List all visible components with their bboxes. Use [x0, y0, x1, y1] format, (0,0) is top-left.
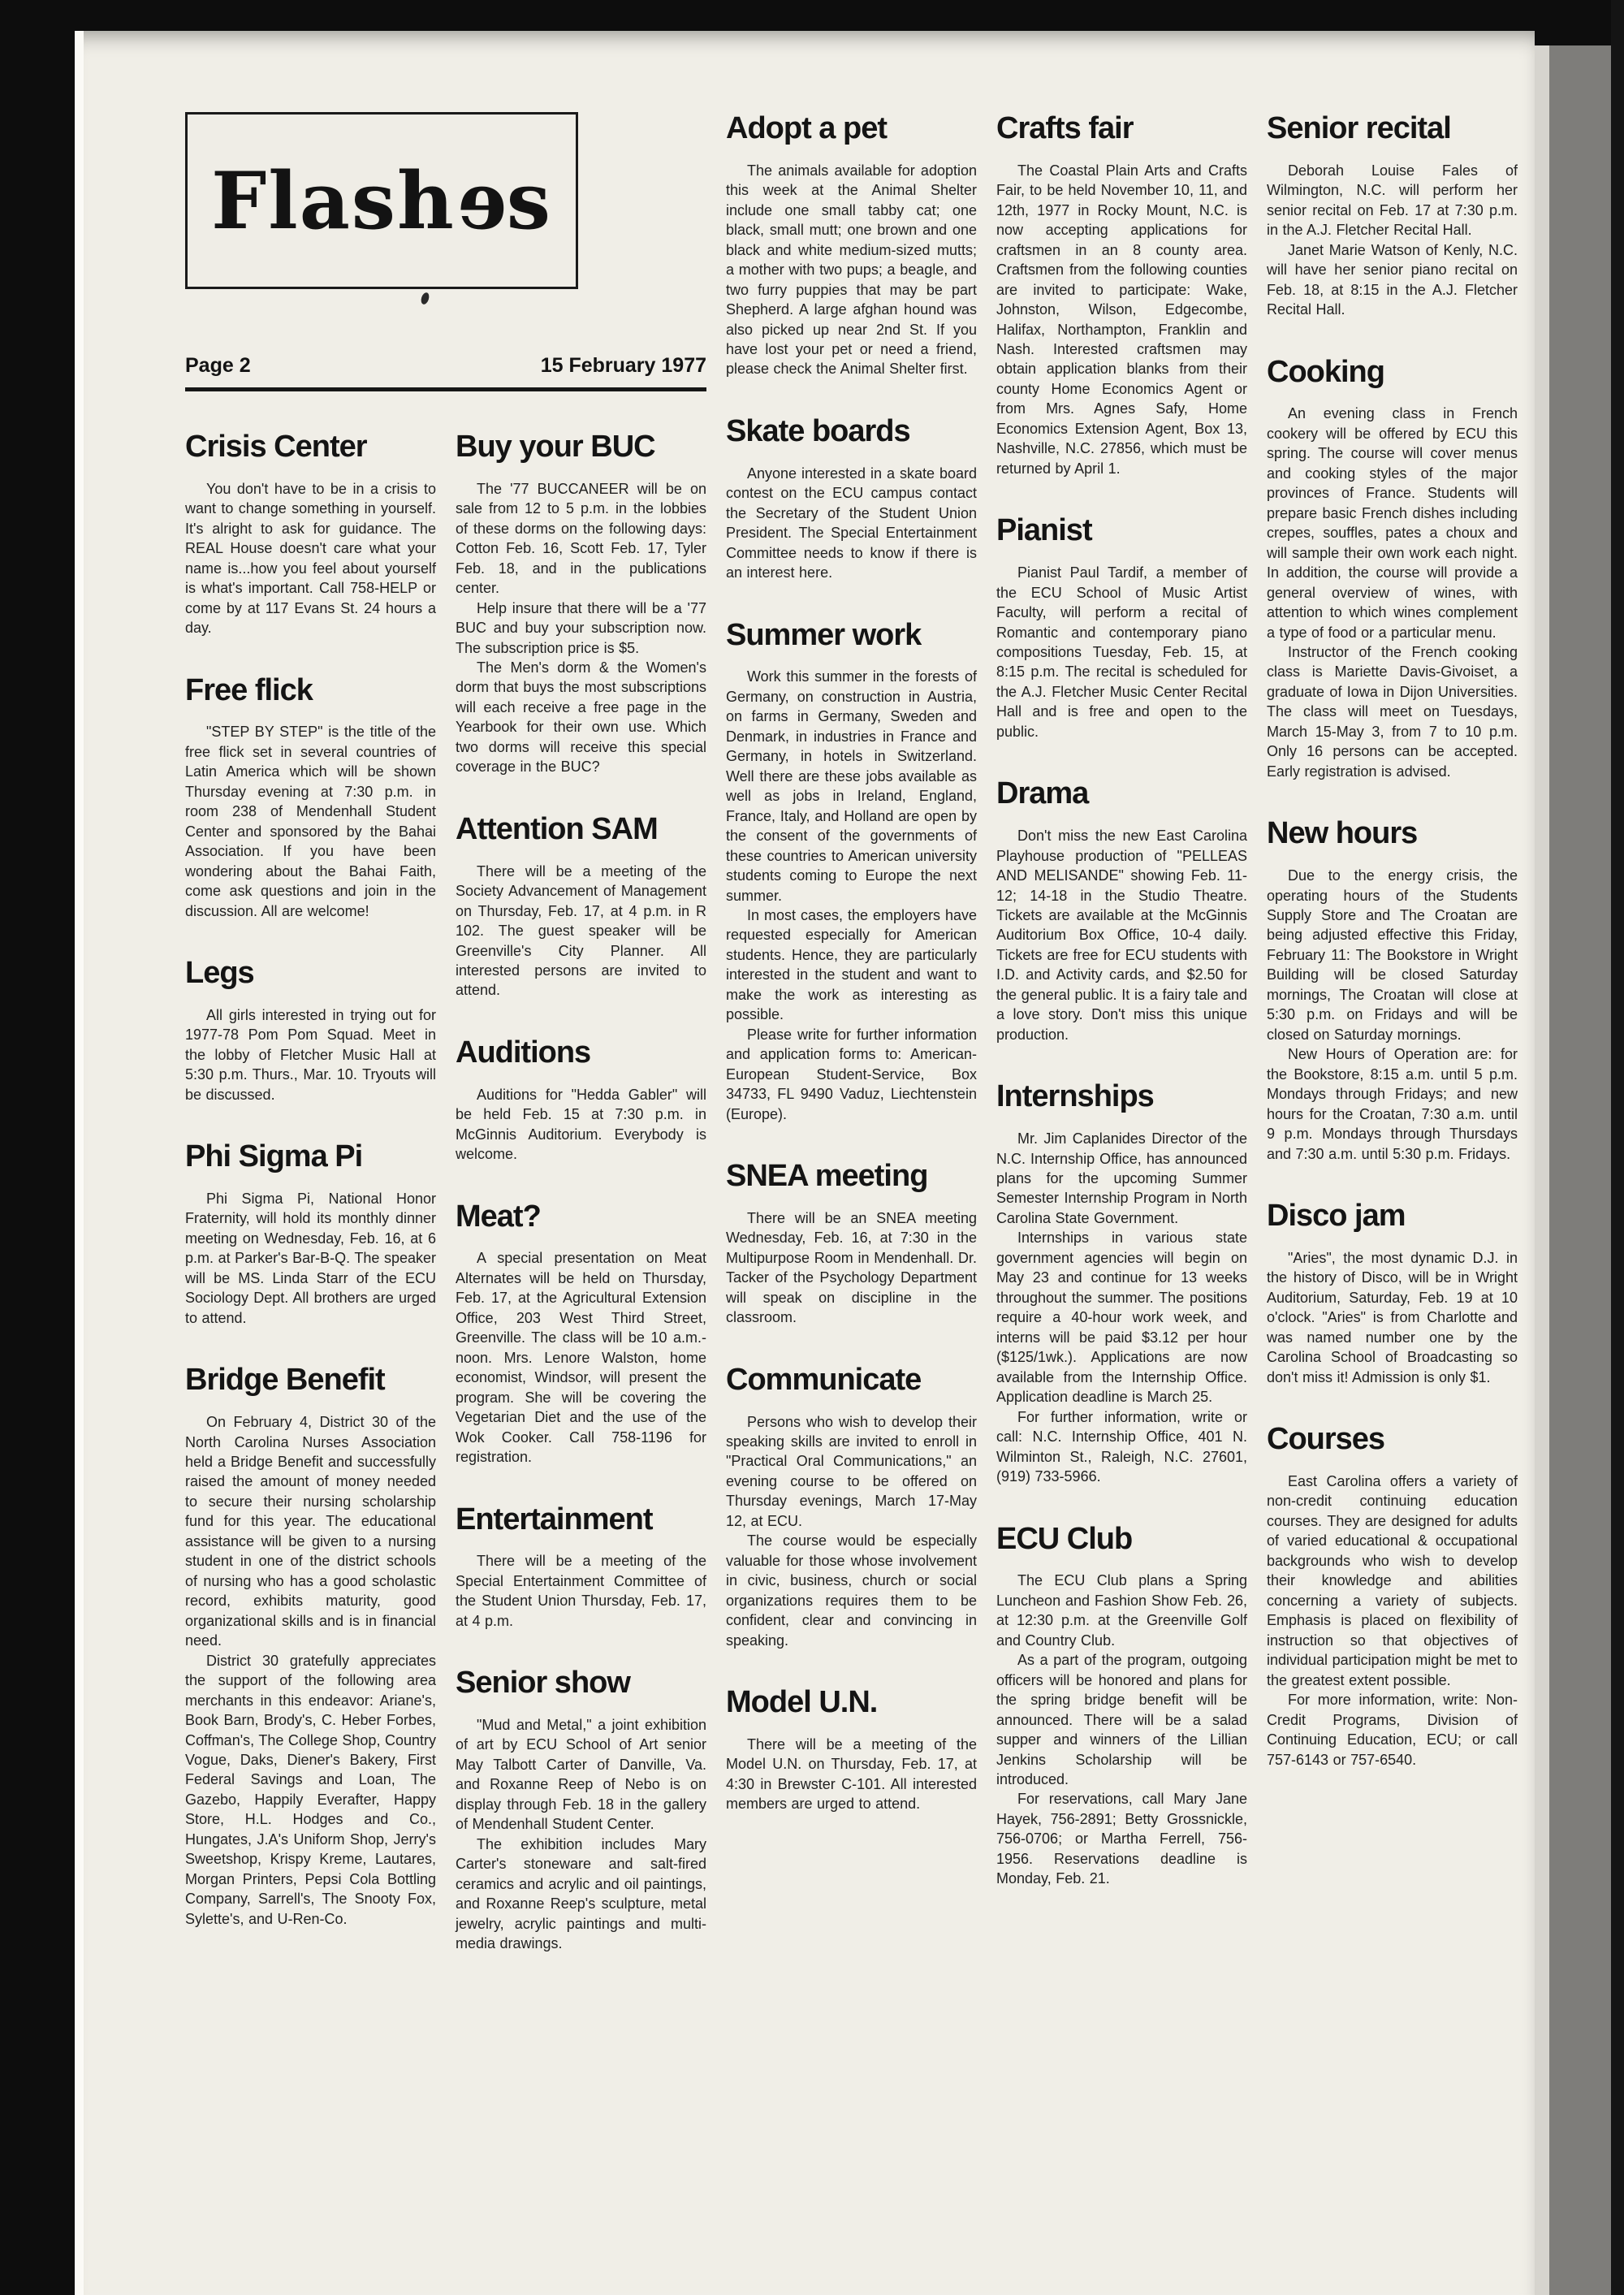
article-paragraph: The animals available for adoption this week at the Animal Shelter include one small tabby cat; one black, small mutt; one brown and one black and white medium-sized mutts; a mother with two pups; a beagle, and two furry puppies that may be part Shepherd. A large afghan hound was also picked up near 2nd St. If you have lost your pet or need a friend, please check the Animal Shelter first.: [726, 162, 977, 378]
article-headline: Phi Sigma Pi: [185, 1139, 363, 1174]
article-paragraph: On February 4, District 30 of the North Carolina Nurses Association held a Bridge Benefit and successfully raised the amount of money needed to secure their nursing scholarship fund for this year. The educational assistance will be given to a nursing student in one of the district schools of nursing who has a good scholastic record, exhibits maturity, good organizational skills and is in financial need.: [185, 1414, 436, 1649]
article-headline: Senior show: [456, 1666, 630, 1701]
article-headline: Entertainment: [456, 1502, 653, 1536]
article: [456, 1036, 706, 1165]
article: [456, 813, 706, 1001]
article-headline: Bridge Benefit: [185, 1363, 385, 1398]
article-paragraph: You don't have to be in a crisis to want to change something in yourself. It's alright to ask for guidance. The REAL House doesn't care what your name is...how you feel about yourself is what's important. Call 758-HELP or come by at 117 Evans St. 24 hours a day.: [185, 480, 436, 637]
article: [726, 1686, 977, 1814]
article-headline: Disco jam: [1267, 1199, 1406, 1234]
ink-smudge: [420, 292, 430, 305]
article: [996, 514, 1247, 741]
newspaper-column: [726, 112, 977, 1814]
masthead-and-left-columns: [185, 112, 706, 1954]
article-paragraph: In most cases, the employers have requested especially for American students. Hence, they are particularly interested in the student and want to make the work as interesting as possible.: [726, 906, 977, 1023]
issue-date-label: 15 February 1977: [540, 354, 706, 377]
newspaper-column: [996, 112, 1247, 1889]
article-headline: Pianist: [996, 513, 1092, 548]
article: [996, 1523, 1247, 1889]
article: [456, 1503, 706, 1632]
article-paragraph: For reservations, call Mary Jane Hayek, 756-2891; Betty Grossnickle, 756-0706; or Martha Ferrell, 756-1956. Reservations deadline is Monday, Feb. 21.: [996, 1791, 1247, 1887]
article-paragraph: For more information, write: Non-Credit Programs, Division of Continuing Education, ECU; or call 757-6143 or 757-6540.: [1267, 1692, 1518, 1768]
article-paragraph: The Men's dorm & the Women's dorm that buys the most subscriptions will each receive a free page in the Yearbook for their own use. Which two dorms will receive this special coverage in the BUC?: [456, 659, 706, 776]
article-headline: Crisis Center: [185, 430, 367, 464]
article: [996, 777, 1247, 1044]
scan-edge-light: [1535, 45, 1549, 2295]
article-headline: Model U.N.: [726, 1685, 878, 1720]
article-paragraph: "STEP BY STEP" is the title of the free flick set in several countries of Latin America which will be shown Thursday evening at 7:30 p.m. in room 238 of Mendenhall Student Center and sponsored by the Bahai Association. If you have been wondering about the Bahai Faith, come ask questions and join in the discussion. All are welcome!: [185, 724, 436, 919]
article: [185, 674, 436, 921]
newspaper-column: [185, 430, 436, 1954]
article-paragraph: Janet Marie Watson of Kenly, N.C. will have her senior piano recital on Feb. 18, at 8:15 in the A.J. Fletcher Recital Hall.: [1267, 241, 1518, 318]
article-paragraph: As a part of the program, outgoing officers will be honored and plans for the spring bridge benefit will be announced. There will be a salad supper and winners of the Lillian Jenkins Scholarship will be introduced.: [996, 1652, 1247, 1787]
article-paragraph: The exhibition includes Mary Carter's stoneware and salt-fired ceramics and acrylic and oil paintings, and Roxanne Reep's sculpture, metal jewelry, acrylic paintings and multi-media drawings.: [456, 1835, 706, 1952]
article-paragraph: Instructor of the French cooking class is Mariette Davis-Givoiset, a graduate of Iowa in Dijon Universities. The class will meet on Tuesdays, March 15-May 3, from 7 to 10 p.m. Only 16 persons can be accepted. Early registration is advised.: [1267, 643, 1518, 780]
scan-edge-dark: [1611, 0, 1624, 2295]
article-headline: Auditions: [456, 1035, 591, 1070]
article-paragraph: There will be an SNEA meeting Wednesday, Feb. 16, at 7:30 in the Multipurpose Room in Mendenhall. Dr. Tacker of the Psychology Department will speak on discipline in the classroom.: [726, 1209, 977, 1326]
article-headline: Buy your BUC: [456, 430, 655, 464]
article-paragraph: All girls interested in trying out for 1977-78 Pom Pom Squad. Meet in the lobby of Fletcher Music Hall at 5:30 p.m. Thurs., Mar. 10. Tryouts will be discussed.: [185, 1006, 436, 1103]
article-paragraph: Don't miss the new East Carolina Playhouse production of "PELLEAS AND MELISANDE" showing Feb. 11-12; 14-18 in the Studio Theatre. Tickets are available at the McGinnis Auditorium Box Office, 10-4 daily. Tickets are free for ECU students with I.D. and Activity cards, and $2.50 for the general public. It is a fairy tale and a love story. Don't miss this unique production.: [996, 828, 1247, 1043]
article-paragraph: Phi Sigma Pi, National Honor Fraternity, will hold its monthly dinner meeting on Wednesday, Feb. 16, at 6 p.m. at Parker's Bar-B-Q. The speaker will be MS. Linda Starr of the ECU Sociology Dept. All brothers are urged to attend.: [185, 1190, 436, 1326]
article: [726, 1364, 977, 1650]
article-paragraph: Auditions for "Hedda Gabler" will be held Feb. 15 at 7:30 p.m. in McGinnis Auditorium. Everybody is welcome.: [456, 1086, 706, 1163]
article-headline: Drama: [996, 776, 1089, 811]
article-headline: SNEA meeting: [726, 1159, 928, 1194]
article: [1267, 356, 1518, 782]
masthead-title-part: s: [506, 154, 552, 247]
article-paragraph: Anyone interested in a skate board contest on the ECU campus contact the Secretary of the Student Union President. The Special Entertainment Committee needs to know if there is an interest here.: [726, 465, 977, 581]
article: [185, 1364, 436, 1929]
article: [726, 1160, 977, 1328]
page-content: [185, 112, 1518, 1954]
article-headline: Skate boards: [726, 413, 910, 448]
article-paragraph: A special presentation on Meat Alternates will be held on Thursday, Feb. 17, at the Agricultural Extension Office, 203 West Third Street, Greenville. The class will be 10 a.m.-noon. Mrs. Lenore Walston, home economist, Windsor, will present the program. She will be covering the Vegetarian Diet and the use of the Wok Cooker. Call 758-1196 for registration.: [456, 1250, 706, 1466]
article-paragraph: Help insure that there will be a '77 BUC and buy your subscription now. The subscription price is $5.: [456, 599, 706, 656]
article-paragraph: "Aries", the most dynamic D.J. in the history of Disco, will be in Wright Auditorium, Saturday, Feb. 19 at 10 o'clock. "Aries" is from Charlotte and was named number one by the Carolina School of Broadcasting so don't miss it! Admission is only $1.: [1267, 1249, 1518, 1385]
article: [185, 957, 436, 1104]
article-paragraph: An evening class in French cookery will be offered by ECU this spring. The course will cover menus and cooking styles of the major provinces of France. Students will prepare basic French dishes including crepes, souffles, pates a choux and will sample their own work each night. In addition, the course will provide a general overview of wines, with attention to which wines complement a type of food or a particular menu.: [1267, 405, 1518, 641]
masthead-title: [211, 155, 552, 247]
newspaper-column: [456, 430, 706, 1954]
article-headline: Communicate: [726, 1362, 922, 1397]
article-paragraph: Deborah Louise Fales of Wilmington, N.C. will perform her senior recital on Feb. 17 at 7:30 p.m. in the A.J. Fletcher Recital Hall.: [1267, 162, 1518, 239]
article-paragraph: Mr. Jim Caplanides Director of the N.C. Internship Office, has announced plans for the upcoming Summer Semester Internship Program in North Carolina State Government.: [996, 1130, 1247, 1226]
article-headline: Attention SAM: [456, 811, 658, 846]
article-paragraph: For further information, write or call: N.C. Internship Office, 401 N. Wilminton St., Raleigh, N.C. 27601, (919) 733-5966.: [996, 1408, 1247, 1485]
article: [996, 112, 1247, 478]
newspaper-column: [1267, 112, 1518, 1770]
article: [996, 1080, 1247, 1486]
article-paragraph: The Coastal Plain Arts and Crafts Fair, to be held November 10, 11, and 12th, 1977 in Rocky Mount, N.C. is now accepting applications for craftsmen in an 8 county area. Craftsmen from the following counties are invited to participate: Wake, Johnston, Wilson, Edgecombe, Halifax, Northampton, Franklin and Nash. Interested craftsmen may obtain application blanks from their county Home Economics Agent or from Mrs. Agnes Safy, Home Economics Extension Agent, Box 13, Nashville, N.C. 27856, which must be returned by April 1.: [996, 162, 1247, 477]
article: [185, 430, 436, 638]
article-paragraph: The course would be especially valuable for those whose involvement in civic, business, church or social organizations requires them to be confident, clear and convincing in speaking.: [726, 1532, 977, 1649]
article-headline: Adopt a pet: [726, 111, 887, 145]
article-headline: Meat?: [456, 1199, 541, 1234]
paper-left-edge: [75, 31, 84, 2295]
article: [1267, 112, 1518, 320]
article-paragraph: The ECU Club plans a Spring Luncheon and Fashion Show Feb. 26, at 12:30 p.m. at the Greenville Golf and Country Club.: [996, 1572, 1247, 1649]
article: [185, 1140, 436, 1328]
article-headline: Free flick: [185, 672, 313, 707]
article-paragraph: "Mud and Metal," a joint exhibition of art by ECU School of Art senior May Talbott Carter of Danville, Va. and Roxanne Reep of Nebo is on display through Feb. 18 in the gallery of Mendenhall Student Center.: [456, 1717, 706, 1833]
article-paragraph: New Hours of Operation are: for the Bookstore, 8:15 a.m. until 5 p.m. Mondays through Fridays; and new hours for the Croatan, 7:30 a.m. until 9 p.m. Mondays through Thursdays and 7:30 a.m. until 5:30 p.m. Fridays.: [1267, 1046, 1518, 1162]
article-paragraph: There will be a meeting of the Special Entertainment Committee of the Student Union Thursday, Feb. 17, at 4 p.m.: [456, 1553, 706, 1629]
article-headline: New hours: [1267, 816, 1418, 851]
article-headline: Courses: [1267, 1422, 1385, 1457]
article-paragraph: Pianist Paul Tardif, a member of the ECU School of Music Artist Faculty, will perform a recital of Romantic and contemporary piano compositions Tuesday, Feb. 15, at 8:15 p.m. The recital is scheduled for the A.J. Fletcher Music Center Recital Hall and is free and open to the public.: [996, 564, 1247, 740]
article: [726, 112, 977, 379]
article-paragraph: Please write for further information and application forms to: American-European Student-Service, Box 34733, FL 9490 Vaduz, Liechtenstein (Europe).: [726, 1026, 977, 1122]
article: [726, 415, 977, 583]
masthead-box: [185, 112, 578, 289]
article-headline: Legs: [185, 956, 254, 991]
article-paragraph: District 30 gratefully appreciates the support of the following area merchants in this endeavor: Ariane's, Book Barn, Brody's, C. Heber Forbes, Coffman's, The College Shop, Country Vogue, Daks, Diener's Bakery, First Federal Savings and Loan, The Gazebo, Happily Everafter, Happy Store, H.L. Hodges and Co., Hungates, J.A's Uniform Shop, Jerry's Sweetshop, Krispy Kreme, Lautares, Morgan Printers, Pepsi Cola Bottling Company, Sarrell's, The Snooty Fox, Sylette's, and U-Ren-Co.: [185, 1652, 436, 1927]
article: [456, 430, 706, 777]
dateline: [185, 354, 706, 391]
article-paragraph: East Carolina offers a variety of non-credit continuing education courses. They are designed for adults of varied educational & occupational backgrounds who wish to develop their knowledge and abilities concerning a variety of subjects. Emphasis is placed on flexibility of instruction so that objectives of individual participation might be met to the greatest extent possible.: [1267, 1472, 1518, 1688]
article-paragraph: There will be a meeting of the Model U.N. on Thursday, Feb. 17, at 4:30 in Brewster C-101. All interested members are urged to attend.: [726, 1735, 977, 1813]
article-headline: Senior recital: [1267, 111, 1451, 145]
masthead-title-flipped-e: e: [455, 154, 507, 247]
article: [456, 1200, 706, 1467]
article-headline: Internships: [996, 1079, 1154, 1114]
article: [1267, 1199, 1518, 1387]
article-paragraph: Work this summer in the forests of Germany, on construction in Austria, on farms in Germany, Sweden and Denmark, in industries in France and Germany, in hotels in Switzerland. Well there are these jobs available as well as jobs in Ireland, England, France, Italy, and Holland are open by the consent of the governments of these countries to American university students coming to Europe the next summer.: [726, 668, 977, 904]
page-number-label: Page 2: [185, 354, 251, 377]
article: [1267, 817, 1518, 1164]
article-headline: Crafts fair: [996, 111, 1134, 145]
article-paragraph: Due to the energy crisis, the operating hours of the Students Supply Store and The Croatan are being adjusted effective this Friday, February 11: The Bookstore in Wright Building will be closed Saturday mornings, The Croatan will close at 5:30 p.m. on Fridays and will be closed on Saturday mornings.: [1267, 867, 1518, 1043]
article-paragraph: Internships in various state government agencies will begin on May 23 and continue for 13 weeks throughout the summer. The positions require a 40-hour work week, and interns will be paid $3.12 per hour ($125/1wk.). Applications are now available from the Internship Office. Application deadline is March 25.: [996, 1230, 1247, 1406]
article: [1267, 1423, 1518, 1770]
scan-edge-gray: [1549, 45, 1611, 2295]
article: [726, 619, 977, 1125]
article: [456, 1666, 706, 1953]
article-headline: ECU Club: [996, 1521, 1133, 1556]
article-paragraph: The '77 BUCCANEER will be on sale from 12 to 5 p.m. in the lobbies of these dorms on the following days: Cotton Feb. 16, Scott Feb. 17, Tyler Feb. 18, and in the publications center.: [456, 480, 706, 597]
masthead-title-part: Flash: [211, 154, 456, 247]
article-paragraph: Persons who wish to develop their speaking skills are invited to enroll in "Practical Oral Communications," an evening course to be offered on Thursday evenings, March 17-May 12, at ECU.: [726, 1413, 977, 1529]
article-paragraph: There will be a meeting of the Society Advancement of Management on Thursday, Feb. 17, at 4 p.m. in R 102. The guest speaker will be Greenville's City Planner. All interested persons are invited to attend.: [456, 862, 706, 999]
article-headline: Summer work: [726, 617, 922, 652]
article-headline: Cooking: [1267, 354, 1384, 389]
